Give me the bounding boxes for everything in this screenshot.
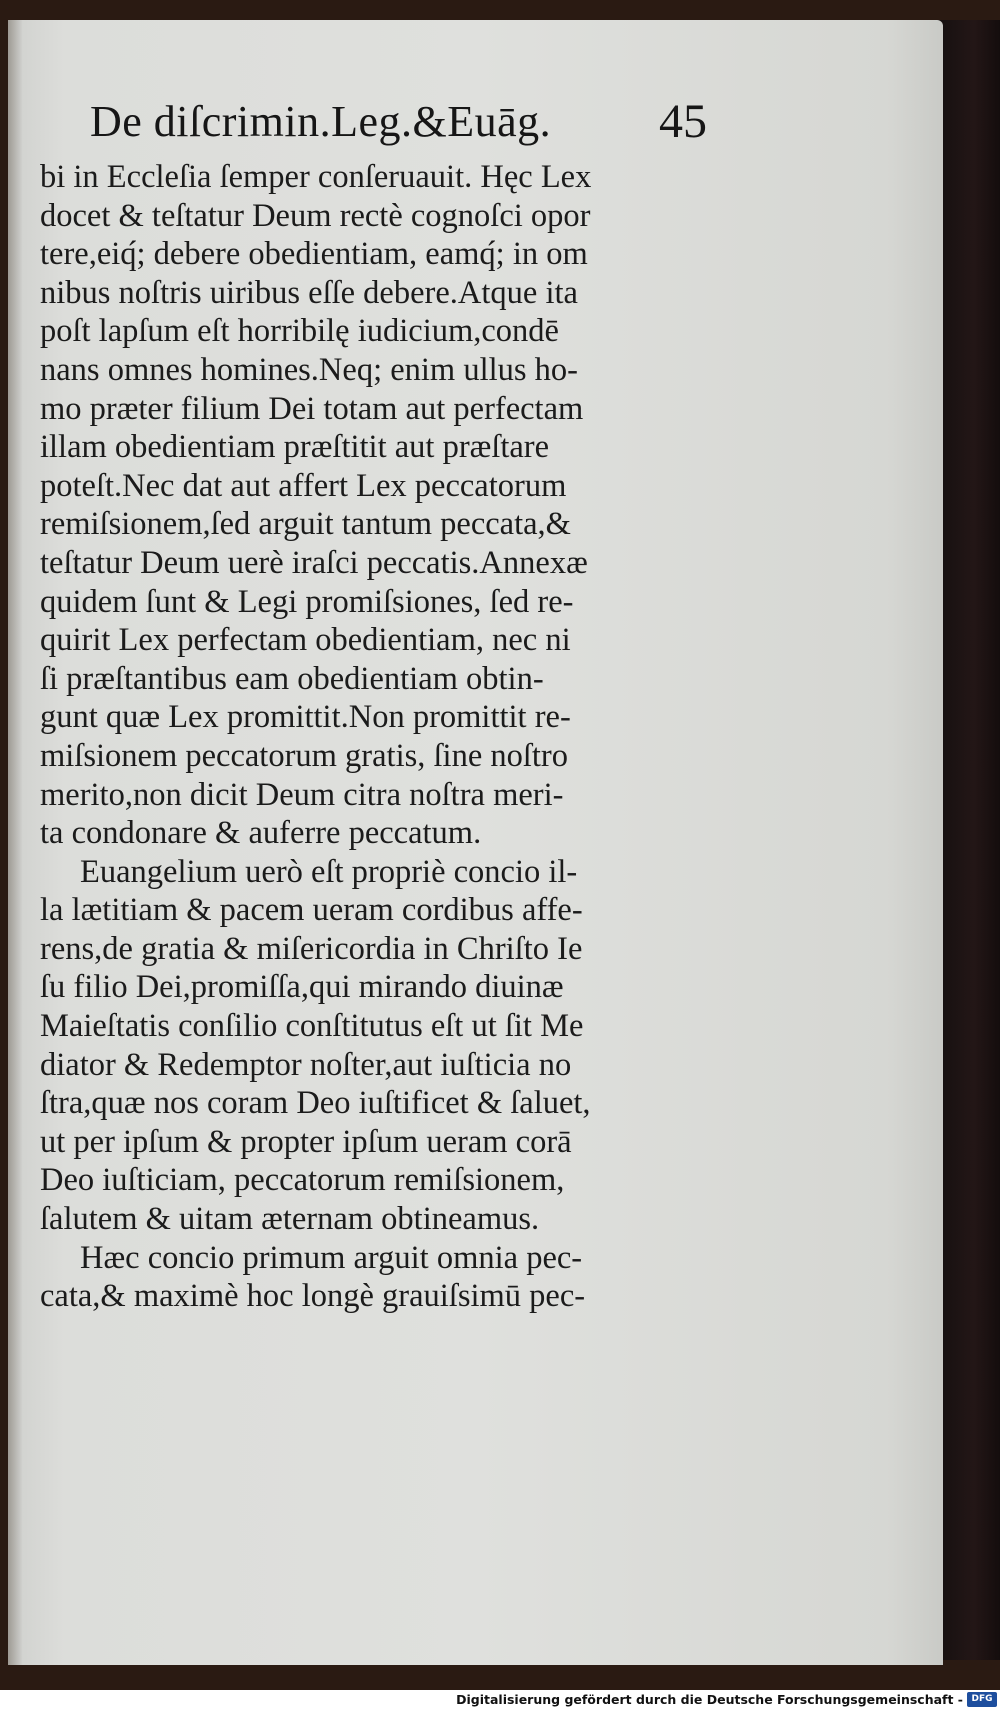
text-line: tere,eiq́; debere obedientiam, eamq́; in om bbox=[40, 236, 588, 273]
text-line: rens,de gratia & miſericordia in Chriſto Ie bbox=[40, 930, 583, 967]
text-line: poſt lapſum eſt horribilę iudicium,condē bbox=[40, 313, 559, 350]
text-line: ta condonare & auferre peccatum. bbox=[40, 815, 482, 852]
text-line: bi in Eccleſia ſemper conſeruauit. Hęc Lex bbox=[40, 159, 592, 195]
text-line: gunt quæ Lex promittit.Non promittit re- bbox=[40, 699, 571, 736]
text-line: poteſt.Nec dat aut affert Lex peccatorum bbox=[40, 467, 567, 504]
text-line: nans omnes homines.Neq; enim ullus ho- bbox=[40, 351, 578, 388]
running-head bbox=[82, 92, 707, 152]
text-line: teſtatur Deum uerè iraſci peccatis.Annexæ bbox=[40, 544, 588, 581]
paragraph-first-line: Euangelium uerò eſt propriè concio il- bbox=[80, 853, 578, 890]
text-line: mo præter filium Dei totam aut perfectam bbox=[40, 390, 584, 427]
running-head-title: De diſcrimin.Leg.&Euāg. bbox=[90, 97, 552, 146]
text-line: docet & teſtatur Deum rectè cognoſci opor bbox=[40, 197, 591, 234]
text-line: ſi præſtantibus eam obedientiam obtin- bbox=[40, 660, 544, 697]
text-line: la lætitiam & pacem ueram cordibus affe- bbox=[40, 892, 583, 929]
paragraph-first-line: Hæc concio primum arguit omnia pec- bbox=[80, 1239, 583, 1276]
text-line: Maieſtatis conſilio conſtitutus eſt ut ſit Me bbox=[40, 1008, 584, 1045]
text-line: ut per ipſum & propter ipſum ueram corā bbox=[40, 1123, 572, 1160]
text-line: ſtra,quæ nos coram Deo iuſtificet & ſaluet, bbox=[40, 1085, 591, 1122]
text-line: ſu filio Dei,promiſſa,qui mirando diuinæ bbox=[40, 969, 564, 1006]
text-line: diator & Redemptor noſter,aut iuſticia no bbox=[40, 1046, 572, 1083]
text-line: merito,non dicit Deum citra noſtra meri- bbox=[40, 776, 564, 813]
book-edge bbox=[935, 20, 1000, 1660]
body-text bbox=[40, 158, 700, 1316]
text-line: quidem ſunt & Legi promiſsiones, ſed re- bbox=[40, 583, 574, 620]
text-line: remiſsionem,ſed arguit tantum peccata,& bbox=[40, 506, 571, 543]
text-line: miſsionem peccatorum gratis, ſine noſtro bbox=[40, 737, 568, 774]
text-line: nibus noſtris uiribus eſſe debere.Atque ita bbox=[40, 274, 578, 311]
text-line: cata,& maximè hoc longè grauiſsimū pec- bbox=[40, 1278, 586, 1315]
text-line: ſalutem & uitam æternam obtineamus. bbox=[40, 1201, 540, 1238]
text-line: Deo iuſticiam, peccatorum remiſsionem, bbox=[40, 1162, 565, 1199]
text-line: quirit Lex perfectam obedientiam, nec ni bbox=[40, 622, 571, 659]
page-number: 45 bbox=[659, 95, 707, 148]
digitization-footer bbox=[0, 1690, 1000, 1710]
dfg-logo: DFG bbox=[967, 1692, 997, 1707]
text-line: illam obedientiam præſtitit aut præſtare bbox=[40, 429, 550, 466]
footer-credit: Digitalisierung gefördert durch die Deutsche Forschungsgemeinschaft - bbox=[456, 1692, 963, 1707]
